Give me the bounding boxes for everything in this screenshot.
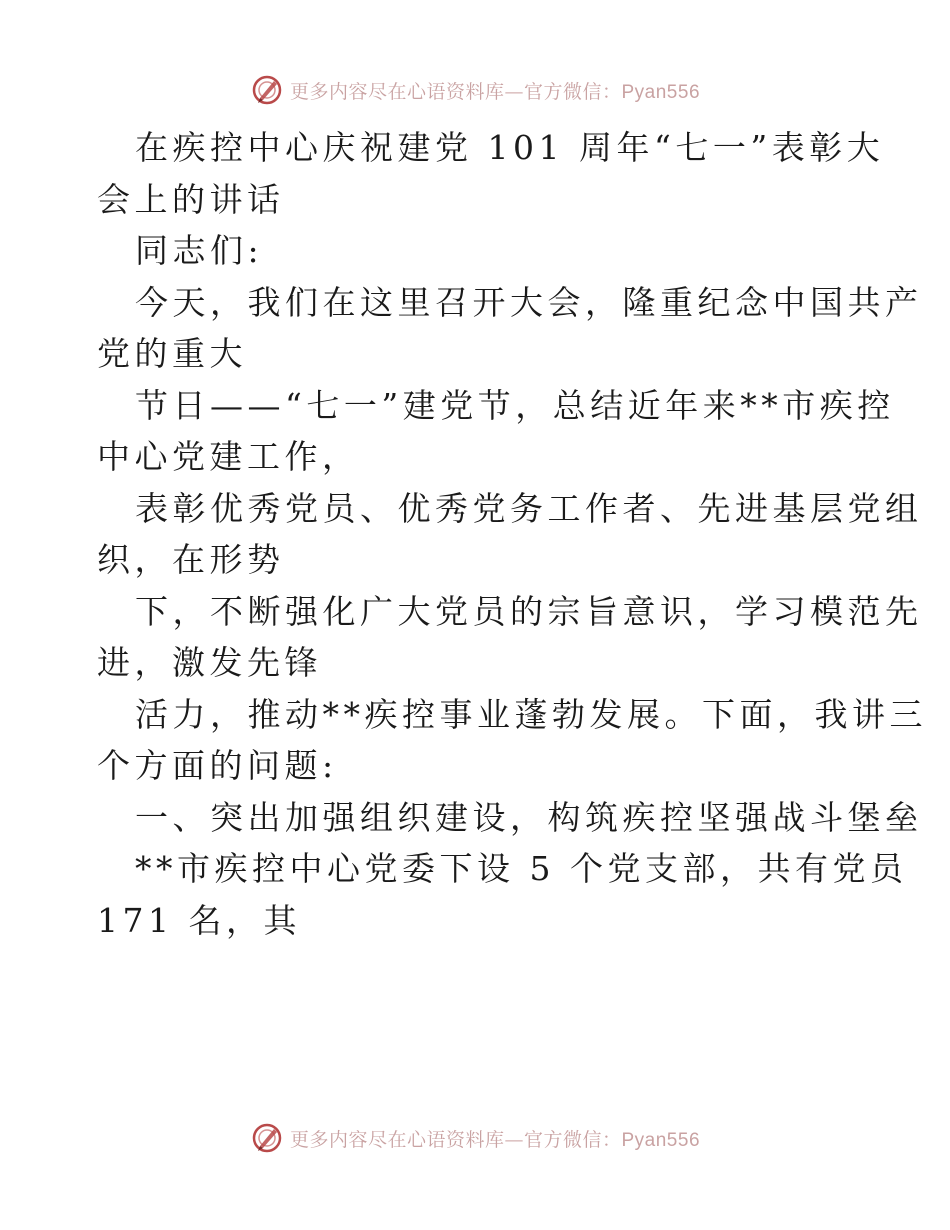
text-line: 节日——“七一”建党节，总结近年来**市疾控 xyxy=(135,385,895,425)
document-body xyxy=(97,122,927,946)
watermark-separator: — xyxy=(504,80,524,103)
text-line: 中心党建工作， xyxy=(97,437,360,476)
text-line: **市疾控中心党委下设 5 个党支部，共有党员 xyxy=(135,849,908,888)
watermark-site-text: 更多内容尽在心语资料库 xyxy=(289,1128,505,1151)
text-line: 会上的讲话 xyxy=(97,179,285,219)
watermark-text xyxy=(290,1125,700,1152)
watermark-wechat-label: 官方微信： xyxy=(523,80,622,103)
text-line: 表彰优秀党员、优秀党务工作者、先进基层党组 xyxy=(135,488,923,528)
watermark-site-text: 更多内容尽在心语资料库 xyxy=(289,80,505,103)
text-line: 171 名，其 xyxy=(97,900,301,940)
text-line: 下，不断强化广大党员的宗旨意识，学习模范先 xyxy=(135,591,923,631)
watermark-text xyxy=(290,77,700,104)
watermark-wechat-id: Pyan556 xyxy=(621,81,701,103)
pen-logo-icon xyxy=(250,73,284,107)
text-line: 个方面的问题: xyxy=(97,746,338,785)
footer-watermark xyxy=(0,1118,950,1158)
text-line: 织，在形势 xyxy=(97,540,285,579)
watermark-wechat-label: 官方微信： xyxy=(523,1128,622,1151)
watermark-wechat-id: Pyan556 xyxy=(621,1129,701,1151)
header-watermark xyxy=(0,70,950,110)
text-line: 进，激发先锋 xyxy=(97,643,322,682)
text-line: 一、突出加强组织建设，构筑疾控坚强战斗堡垒 xyxy=(135,797,923,837)
text-line: 活力，推动**疾控事业蓬勃发展。下面，我讲三 xyxy=(135,694,927,734)
text-line: 同志们: xyxy=(135,231,264,270)
text-line: 今天，我们在这里召开大会，隆重纪念中国共产 xyxy=(135,282,923,322)
watermark-separator: — xyxy=(504,1128,524,1151)
text-line: 在疾控中心庆祝建党 101 周年“七一”表彰大 xyxy=(135,128,885,167)
pen-logo-icon xyxy=(250,1121,284,1155)
text-line: 党的重大 xyxy=(97,334,247,373)
